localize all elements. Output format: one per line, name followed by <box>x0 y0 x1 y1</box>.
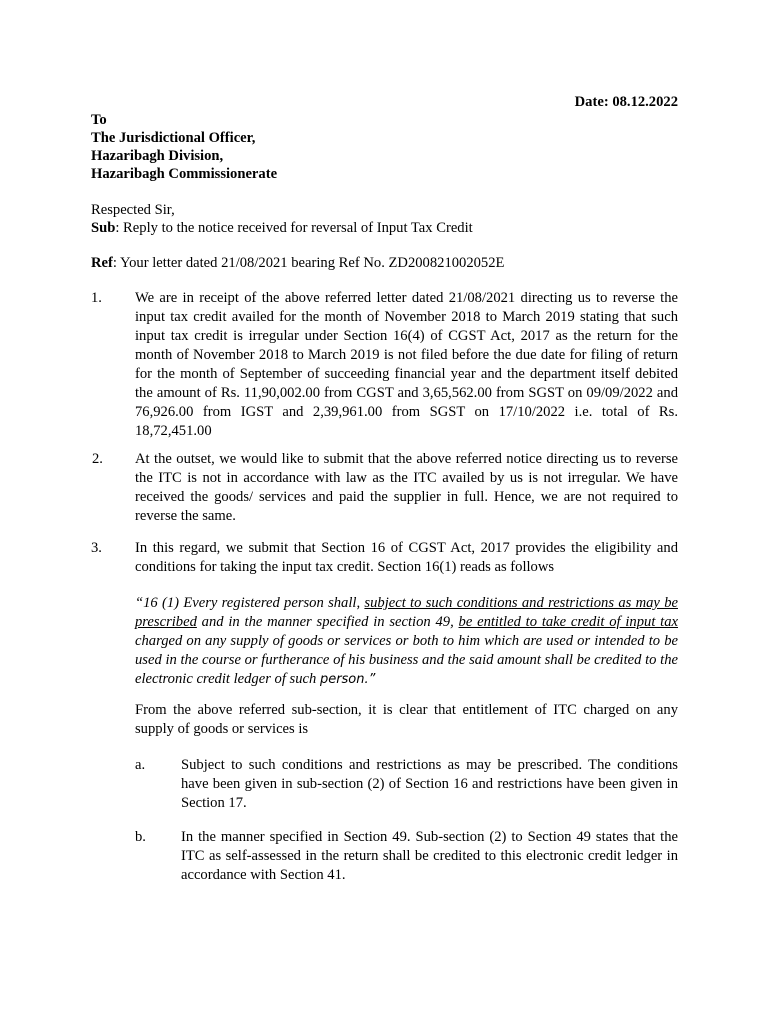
quote-rest: charged on any supply of goods or services or both to him which are used or intended to be used in the course or furtherance of his business and the said amount shall be credited to the electronic credit ledger of such <box>135 633 678 687</box>
quote-underlined-2: be entitled to take credit of input tax <box>458 614 679 630</box>
reference-label: Ref <box>91 255 113 271</box>
paragraph-3 <box>91 539 678 577</box>
subject-label: Sub <box>91 220 116 236</box>
paragraph-text: In this regard, we submit that Section 16 of CGST Act, 2017 provides the eligibility and conditions for taking the input tax credit. Section 16(1) reads as follows <box>135 540 678 575</box>
subpoint-text: Subject to such conditions and restrictions as may be prescribed. The conditions have been given in sub-section (2) of Section 16 and restrictions have been given in Section 17. <box>181 757 678 811</box>
recipient-address <box>91 111 277 183</box>
paragraph-number: 1. <box>91 290 102 306</box>
subpoint-text: In the manner specified in Section 49. Sub-section (2) to Section 49 states that the ITC as self-assessed in the return shall be credited to this electronic credit ledger in accordance with Section 41. <box>181 829 678 883</box>
paragraph-text: We are in receipt of the above referred letter dated 21/08/2021 directing us to reverse the input tax credit availed for the month of November 2018 to March 2019 stating that such input tax credit is irregular under Section 16(4) of CGST Act, 2017 as the return for the month of November 2018 to March 2019 is not filed before the due date for filing of return for the month of September of succeeding financial year and the department itself debited the amount of Rs. 11,90,002.00 from CGST and 3,65,562.00 from SGST on 09/09/2022 and 76,926.00 from IGST and 2,39,961.00 from SGST on 17/10/2022 i.e. total of Rs. 18,72,451.00 <box>135 290 678 439</box>
paragraph-number: 2. <box>92 451 103 467</box>
quote-mid: and in the manner specified in section 49, <box>196 614 459 630</box>
after-quote-text: From the above referred sub-section, it is clear that entitlement of ITC charged on any supply of goods or services is <box>135 702 678 737</box>
subpoint-a <box>135 756 678 813</box>
subpoint-label: a. <box>135 757 146 773</box>
letter-date: Date: 08.12.2022 <box>574 94 678 110</box>
subpoint-b <box>135 828 678 885</box>
paragraph-text: At the outset, we would like to submit that the above referred notice directing us to reverse the ITC is not in accordance with law as the ITC availed by us is not irregular. We have received the goods/ services and paid the supplier in full. Hence, we are not required to reverse the same. <box>135 451 678 524</box>
address-to: To <box>91 112 107 128</box>
salutation: Respected Sir, <box>91 202 175 218</box>
reference-text: : Your letter dated 21/08/2021 bearing Ref No. ZD200821002052E <box>112 255 505 271</box>
reference-line <box>91 254 504 273</box>
quote-last-word: person.” <box>319 672 376 687</box>
paragraph-1 <box>91 289 678 441</box>
greeting-block <box>91 201 473 237</box>
address-line-1: The Jurisdictional Officer, <box>91 130 256 146</box>
subject-text: : Reply to the notice received for reversal of Input Tax Credit <box>115 220 473 236</box>
quote-underlined-1: subject to such conditions and restrictions as may be prescribed <box>135 595 678 630</box>
address-line-3: Hazaribagh Commissionerate <box>91 166 278 182</box>
subpoint-label: b. <box>135 829 146 845</box>
address-line-2: Hazaribagh Division, <box>91 148 224 164</box>
section-16-quote <box>135 594 678 689</box>
paragraph-2 <box>91 450 678 526</box>
subject-line <box>91 219 473 237</box>
paragraph-number: 3. <box>91 540 102 556</box>
quote-open: “16 (1) Every registered person shall, <box>135 595 365 611</box>
